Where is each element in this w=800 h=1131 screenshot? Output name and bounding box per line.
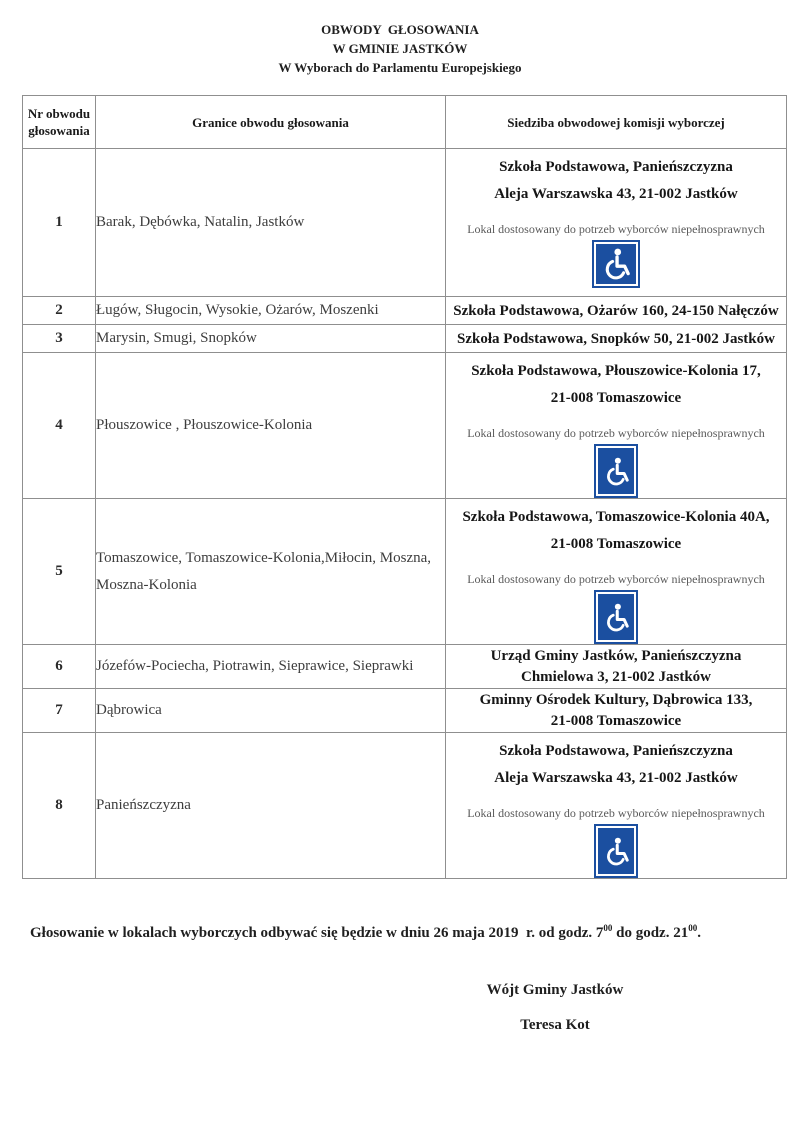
commission-seat xyxy=(446,733,787,879)
seat-address xyxy=(446,690,786,732)
seat-address-line: Szkoła Podstawowa, Tomaszowice-Kolonia 40A, xyxy=(462,509,770,525)
district-boundaries: Panieńszczyzna xyxy=(96,733,446,879)
voting-info-text-mid: do godz. 21 xyxy=(612,925,689,941)
commission-seat xyxy=(446,325,787,353)
table-row xyxy=(23,325,787,353)
table-body xyxy=(23,149,787,879)
table-row xyxy=(23,645,787,689)
commission-seat-content xyxy=(446,353,786,496)
seat-address xyxy=(446,646,786,688)
district-number: 7 xyxy=(23,689,96,733)
title-line-3: W Wyborach do Parlamentu Europejskiego xyxy=(278,60,522,75)
accessibility-note: Lokal dostosowany do potrzeb wyborców niepełnosprawnych xyxy=(467,572,765,586)
seat-address-line: Szkoła Podstawowa, Ożarów 160, 24-150 Nałęczów xyxy=(453,302,779,319)
accessibility-note: Lokal dostosowany do potrzeb wyborców niepełnosprawnych xyxy=(467,426,765,440)
table-row xyxy=(23,689,787,733)
table-row xyxy=(23,353,787,499)
seat-address-line: Szkoła Podstawowa, Panieńszczyzna xyxy=(499,159,733,175)
seat-address-line: Szkoła Podstawowa, Panieńszczyzna xyxy=(499,743,733,759)
district-number: 4 xyxy=(23,353,96,499)
seat-address-line: 21-008 Tomaszowice xyxy=(550,536,682,552)
commission-seat-content xyxy=(446,331,786,347)
accessibility-note: Lokal dostosowany do potrzeb wyborców niepełnosprawnych xyxy=(467,222,765,236)
seat-address-line: 21-008 Tomaszowice xyxy=(550,712,682,729)
wheelchair-icon xyxy=(596,592,636,642)
seat-address xyxy=(446,154,786,208)
commission-seat xyxy=(446,689,787,733)
district-boundaries: Płouszowice , Płouszowice-Kolonia xyxy=(96,353,446,499)
district-number: 8 xyxy=(23,733,96,879)
seat-address xyxy=(446,738,786,792)
seat-address xyxy=(446,504,786,558)
commission-seat-content xyxy=(446,499,786,642)
district-number: 5 xyxy=(23,499,96,645)
seat-address-line: 21-008 Tomaszowice xyxy=(550,390,682,406)
district-boundaries: Ługów, Sługocin, Wysokie, Ożarów, Moszenki xyxy=(96,297,446,325)
seat-address-line: Szkoła Podstawowa, Snopków 50, 21-002 Jastków xyxy=(457,330,775,347)
signature-block xyxy=(310,982,800,1034)
commission-seat-content xyxy=(446,690,786,732)
voting-info-superscript-open: 00 xyxy=(603,923,613,933)
header-commission-seat: Siedziba obwodowej komisji wyborczej xyxy=(446,96,787,149)
commission-seat-content xyxy=(446,303,786,319)
district-number: 1 xyxy=(23,149,96,297)
commission-seat xyxy=(446,645,787,689)
commission-seat-content xyxy=(446,646,786,688)
voting-info xyxy=(30,923,800,942)
table-header xyxy=(23,96,787,149)
signature-name: Teresa Kot xyxy=(520,1017,590,1033)
district-boundaries: Barak, Dębówka, Natalin, Jastków xyxy=(96,149,446,297)
wheelchair-icon xyxy=(596,826,636,876)
commission-seat xyxy=(446,297,787,325)
district-boundaries: Marysin, Smugi, Snopków xyxy=(96,325,446,353)
title-line-1: OBWODY GŁOSOWANIA xyxy=(321,22,479,37)
seat-address-line: Aleja Warszawska 43, 21-002 Jastków xyxy=(494,186,738,202)
district-boundaries: Józefów-Pociecha, Piotrawin, Sieprawice, Sieprawki xyxy=(96,645,446,689)
seat-address xyxy=(446,331,786,347)
header-row xyxy=(23,96,787,149)
district-boundaries: Tomaszowice, Tomaszowice-Kolonia,Miłocin, Moszna, Moszna-Kolonia xyxy=(96,499,446,645)
wheelchair-icon xyxy=(596,446,636,496)
document-title xyxy=(0,20,800,77)
seat-address xyxy=(446,358,786,412)
voting-info-text-end: . xyxy=(697,925,701,941)
district-boundaries: Dąbrowica xyxy=(96,689,446,733)
signature-title: Wójt Gminy Jastków xyxy=(486,982,624,998)
district-number: 2 xyxy=(23,297,96,325)
accessibility-note: Lokal dostosowany do potrzeb wyborców niepełnosprawnych xyxy=(467,806,765,820)
commission-seat-content xyxy=(446,149,786,286)
seat-address-line: Urząd Gminy Jastków, Panieńszczyzna xyxy=(490,647,742,664)
district-number: 6 xyxy=(23,645,96,689)
seat-address-line: Aleja Warszawska 43, 21-002 Jastków xyxy=(494,770,738,786)
header-district-boundaries: Granice obwodu głosowania xyxy=(96,96,446,149)
voting-info-superscript-close: 00 xyxy=(688,923,698,933)
district-number: 3 xyxy=(23,325,96,353)
table-row xyxy=(23,149,787,297)
title-line-2: W GMINIE JASTKÓW xyxy=(332,41,468,56)
voting-districts-table xyxy=(22,95,787,879)
voting-info-text: Głosowanie w lokalach wyborczych odbywać się będzie w dniu 26 maja 2019 r. od godz. 7 xyxy=(30,925,604,941)
wheelchair-icon xyxy=(594,242,638,286)
header-district-number: Nr obwodu głosowania xyxy=(23,96,96,149)
table-row xyxy=(23,297,787,325)
table-row xyxy=(23,499,787,645)
seat-address-line: Chmielowa 3, 21-002 Jastków xyxy=(521,668,711,685)
commission-seat xyxy=(446,353,787,499)
commission-seat xyxy=(446,499,787,645)
seat-address-line: Gminny Ośrodek Kultury, Dąbrowica 133, xyxy=(479,691,753,708)
table-row xyxy=(23,733,787,879)
seat-address xyxy=(446,303,786,319)
commission-seat xyxy=(446,149,787,297)
commission-seat-content xyxy=(446,733,786,876)
seat-address-line: Szkoła Podstawowa, Płouszowice-Kolonia 17, xyxy=(471,363,761,379)
